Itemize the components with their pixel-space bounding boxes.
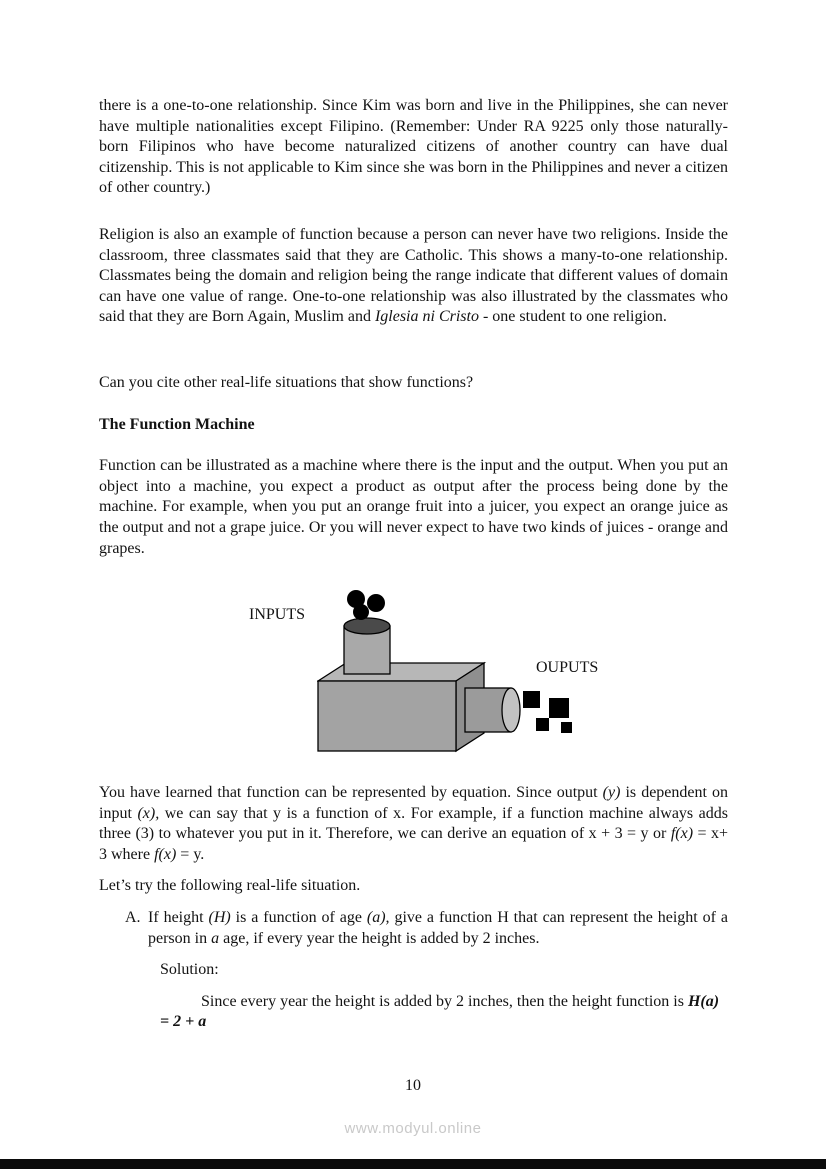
paragraph-equation-text-1: You have learned that function can be represented by equation. Since output: [99, 784, 603, 802]
italic-x: (x),: [137, 804, 160, 822]
machine-front-face: [318, 681, 456, 751]
list-item-a: [99, 908, 728, 949]
function-machine-figure: [99, 581, 728, 761]
output-square-icon: [536, 718, 549, 731]
inputs-label: INPUTS: [249, 606, 306, 624]
page-number: 10: [405, 1077, 421, 1094]
paragraph-equation: [99, 783, 728, 865]
paragraph-nationality: there is a one-to-one relationship. Since Kim was born and live in the Philippines, she can never have multiple nationalities except Filipino. (Remember: Under RA 9225 only those naturally-born Filipinos who have become naturalized citizens of another country can have dual citizenship. This is not applicable to Kim since she was born in the Philippines and never a citizen of other country.): [99, 97, 728, 197]
output-cylinder-end: [502, 688, 520, 732]
item-a-text-2: is a function of age: [230, 909, 367, 927]
item-a-text-1: If height: [148, 909, 209, 927]
section-heading: The Function Machine: [99, 415, 255, 433]
paragraph-religion-tail: - one student to one religion.: [478, 308, 667, 326]
italic-age-a: (a),: [366, 909, 390, 927]
footer-bar: [0, 1159, 826, 1169]
outputs-label: OUPUTS: [536, 659, 599, 677]
input-ball-icon: [367, 594, 385, 612]
output-square-icon: [523, 691, 540, 708]
italic-y: (y): [602, 784, 621, 802]
item-a-text-3: give a function H that can represent the height of a person in: [148, 909, 728, 947]
watermark: www.modyul.online: [344, 1120, 482, 1137]
item-a-text-4: age, if every year the height is added by 2 inches.: [219, 929, 540, 947]
solution-sentence: Since every year the height is added by 2 inches, then the height function is: [201, 992, 688, 1010]
paragraph-machine-explanation: Function can be illustrated as a machine where there is the input and the output. When you put an object into a machine, you expect a product as output after the process being done by the machine. For example, when you put an orange fruit into a juicer, you expect an orange juice as the output and not a grape juice. Or you will never expect to have two kinds of juices - orange and grapes.: [99, 457, 728, 557]
italic-a: a: [211, 929, 220, 947]
list-item-a-marker: A.: [125, 909, 141, 927]
paragraph-equation-text-4: = x+ 3 where: [99, 825, 729, 863]
output-square-icon: [561, 722, 572, 733]
paragraph-equation-text-2: is dependent on input: [99, 784, 728, 822]
function-machine-illustration: [317, 581, 597, 761]
paragraph-equation-text-3: we can say that y is a function of x. For example, if a function machine always adds three (3) to whatever you put in it. Therefore, we can derive an equation of x + 3 = y or: [99, 804, 729, 843]
paragraph-religion: [99, 225, 728, 328]
italic-fx-1: f(x): [670, 825, 694, 843]
input-ball-icon: [353, 604, 369, 620]
italic-iglesia-ni-cristo: Iglesia ni Cristo: [374, 308, 479, 326]
question-text: Can you cite other real-life situations that show functions?: [99, 373, 474, 391]
solution-text: [99, 992, 728, 1033]
paragraph-equation-text-5: = y.: [176, 845, 205, 863]
output-square-icon: [549, 698, 569, 718]
paragraph-religion-text: Religion is also an example of function because a person can never have two religions. Inside the classroom, three classmates said that they are Catholic. This shows a many-to-one relationship. Classmates being the domain and religion being the range indicate that different values of domain can have one value of range. One-to-one relationship was also illustrated by the classmates who said that they are Born Again, Muslim and: [99, 225, 728, 326]
page-content: [99, 96, 728, 1033]
solution-label: Solution:: [160, 961, 219, 979]
italic-height-h: (H): [208, 909, 231, 927]
italic-fx-2: f(x): [154, 845, 177, 863]
lets-try-text: Let’s try the following real-life situation.: [99, 877, 361, 895]
solution-formula: H(a) = 2 + a: [160, 992, 720, 1031]
input-funnel-opening: [344, 618, 390, 634]
